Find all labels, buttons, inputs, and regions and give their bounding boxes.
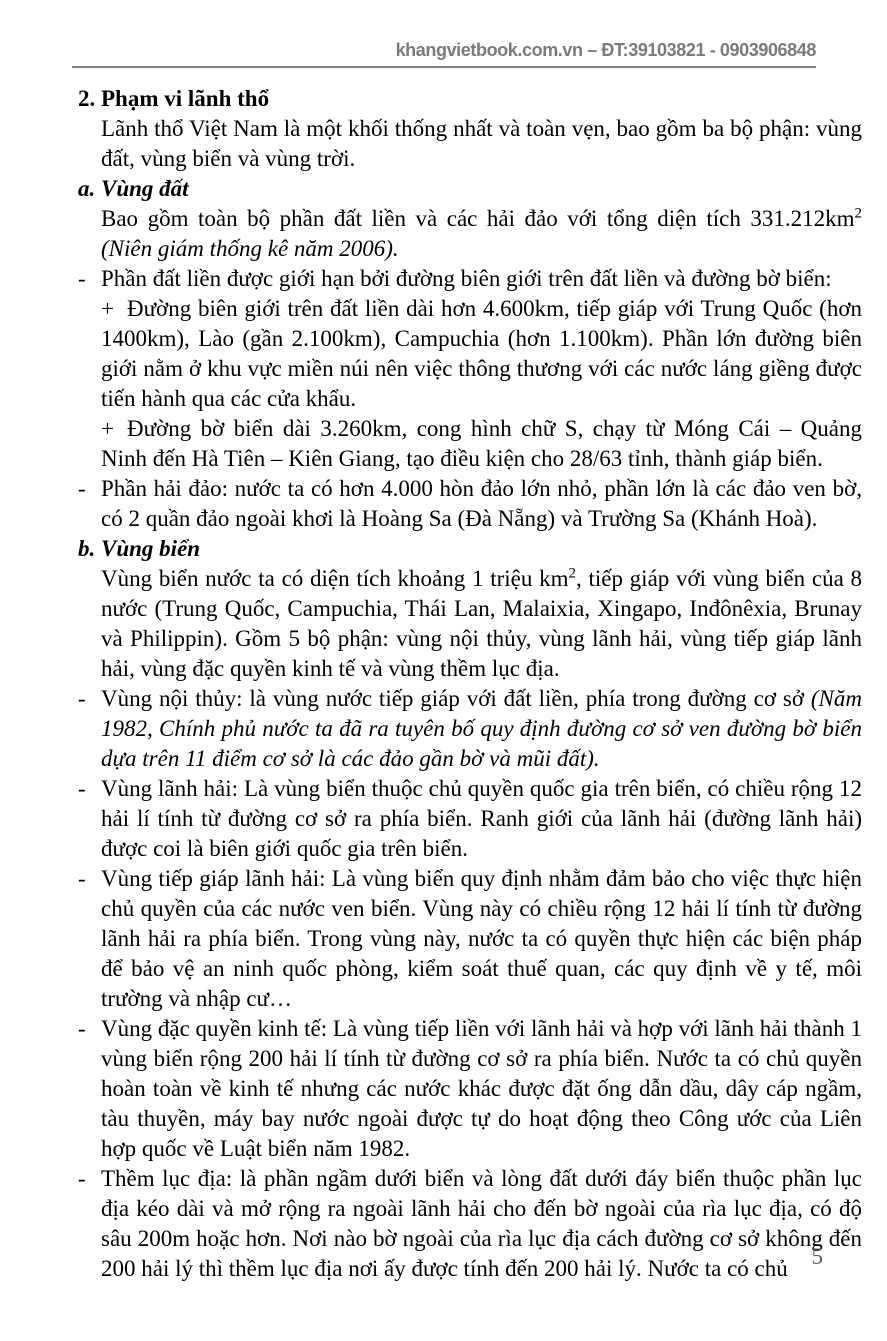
page-header bbox=[72, 40, 816, 68]
section-number: 2. bbox=[78, 86, 96, 111]
sea-summary-text-2: , tiếp giáp với vùng biển của 8 nước (Trung Quốc, Campuchia, Thái Lan, Malaixia, Xingapo, Inđônêxia, Brunay và Philippin). Gồm 5 bộ phận: vùng nội thủy, vùng lãnh hải, vùng tiếp giáp lãnh hải, vùng đặc quyền kinh tế và vùng thềm lục địa. bbox=[101, 566, 863, 681]
subsection-land-title: Vùng đất bbox=[101, 176, 189, 201]
subsection-sea-title: Vùng biển bbox=[101, 536, 201, 561]
dash-bullet: - bbox=[78, 1016, 86, 1041]
land-summary-paragraph bbox=[78, 204, 862, 264]
list-item-text: Vùng tiếp giáp lãnh hải: Là vùng biển quy định nhằm đảm bảo cho việc thực hiện chủ quyền của các nước ven biển. Vùng này có chiều rộng 12 hải lí tính từ đường lãnh hải ra phía biển. Trong vùng này, nước ta có quyền thực hiện các biện pháp để bảo vệ an ninh quốc phòng, kiểm soát thuế quan, các quy định về y tế, môi trường và nhập cư… bbox=[101, 866, 862, 1011]
list-item-text: Vùng nội thủy: là vùng nước tiếp giáp với đất liền, phía trong đường cơ sở bbox=[101, 686, 804, 711]
dash-bullet: - bbox=[78, 476, 86, 501]
section-intro bbox=[78, 114, 862, 174]
list-item-text: Phần đất liền được giới hạn bởi đường biên giới trên đất liền và đường bờ biển: bbox=[101, 266, 832, 291]
land-summary-note: (Niên giám thống kê năm 2006). bbox=[101, 236, 399, 261]
list-item-text: Vùng lãnh hải: Là vùng biển thuộc chủ quyền quốc gia trên biển, có chiều rộng 12 hải lí tính từ đường cơ sở ra phía biển. Ranh giới của lãnh hải (đường lãnh hải) được coi là biên giới quốc gia trên biển. bbox=[101, 776, 862, 861]
section-heading bbox=[78, 84, 862, 114]
plus-bullet: + bbox=[101, 416, 114, 441]
sea-summary-text-1: Vùng biển nước ta có diện tích khoảng 1 triệu km bbox=[101, 566, 569, 591]
section-intro-text: Lãnh thổ Việt Nam là một khối thống nhất và toàn vẹn, bao gồm ba bộ phận: vùng đất, vùng biển và vùng trời. bbox=[101, 116, 862, 171]
list-item-economic-zone bbox=[78, 1014, 862, 1164]
dash-bullet: - bbox=[78, 266, 86, 291]
dash-bullet: - bbox=[78, 1166, 86, 1191]
dash-bullet: - bbox=[78, 866, 86, 891]
dash-bullet: - bbox=[78, 686, 86, 711]
subsection-land-label: a. bbox=[78, 176, 96, 201]
list-item-continental-shelf bbox=[78, 1164, 862, 1284]
list-item-text: Phần hải đảo: nước ta có hơn 4.000 hòn đảo lớn nhỏ, phần lớn là các đảo ven bờ, có 2 quần đảo ngoài khơi là Hoàng Sa (Đà Nẵng) và Trường Sa (Khánh Hoà). bbox=[101, 476, 862, 531]
sea-summary-paragraph bbox=[78, 564, 862, 684]
list-item-contiguous-zone bbox=[78, 864, 862, 1014]
page-number: 5 bbox=[811, 1244, 823, 1269]
list-item-land-mainland bbox=[78, 264, 862, 294]
land-summary-superscript: 2 bbox=[854, 205, 862, 222]
section-title: Phạm vi lãnh thổ bbox=[101, 86, 270, 111]
sea-summary-superscript: 2 bbox=[568, 565, 576, 582]
sub-list-item-coastline bbox=[78, 414, 862, 474]
dash-bullet: - bbox=[78, 776, 86, 801]
subsection-sea-label: b. bbox=[78, 536, 96, 561]
subsection-land-heading bbox=[78, 174, 862, 204]
land-summary-text: Bao gồm toàn bộ phần đất liền và các hải đảo với tổng diện tích 331.212km bbox=[101, 206, 855, 231]
subsection-sea-heading bbox=[78, 534, 862, 564]
list-item-land-islands bbox=[78, 474, 862, 534]
list-item-territorial-sea bbox=[78, 774, 862, 864]
list-item-internal-waters bbox=[78, 684, 862, 774]
sub-list-item-text: Đường bờ biển dài 3.260km, cong hình chữ S, chạy từ Móng Cái – Quảng Ninh đến Hà Tiên – Kiên Giang, tạo điều kiện cho 28/63 tỉnh, thành giáp biển. bbox=[101, 416, 862, 471]
list-item-note: (Năm 1982, Chính phủ nước ta đã ra tuyên bố quy định đường cơ sở ven đường bờ biển dựa trên 11 điểm cơ sở là các đảo gần bờ và mũi đất). bbox=[101, 686, 862, 771]
plus-bullet: + bbox=[101, 296, 114, 321]
header-site-info: khangvietbook.com.vn – ĐT:39103821 - 0903906848 bbox=[395, 40, 816, 60]
sub-list-item-border bbox=[78, 294, 862, 414]
list-item-text: Thềm lục địa: là phần ngầm dưới biển và lòng đất dưới đáy biển thuộc phần lục địa kéo dài và mở rộng ra ngoài lãnh hải cho đến bờ ngoài của rìa lục địa, có độ sâu 200m hoặc hơn. Nơi nào bờ ngoài của rìa lục địa cách đường cơ sở không đến 200 hải lý thì thềm lục địa nơi ấy được tính đến 200 hải lý. Nước ta có chủ bbox=[101, 1166, 862, 1281]
page-body bbox=[78, 84, 862, 1284]
list-item-text: Vùng đặc quyền kinh tế: Là vùng tiếp liền với lãnh hải và hợp với lãnh hải thành 1 vùng biển rộng 200 hải lí tính từ đường cơ sở ra phía biển. Nước ta có chủ quyền hoàn toàn về kinh tế nhưng các nước khác được đặt ống dẫn dầu, dây cáp ngầm, tàu thuyền, máy bay nước ngoài được tự do hoạt động theo Công ước của Liên hợp quốc về Luật biển năm 1982. bbox=[101, 1016, 862, 1161]
sub-list-item-text: Đường biên giới trên đất liền dài hơn 4.600km, tiếp giáp với Trung Quốc (hơn 1400km), Lào (gần 2.100km), Campuchia (hơn 1.100km). Phần lớn đường biên giới nằm ở khu vực miền núi nên việc thông thương với các nước láng giềng được tiến hành qua các cửa khẩu. bbox=[101, 296, 862, 411]
